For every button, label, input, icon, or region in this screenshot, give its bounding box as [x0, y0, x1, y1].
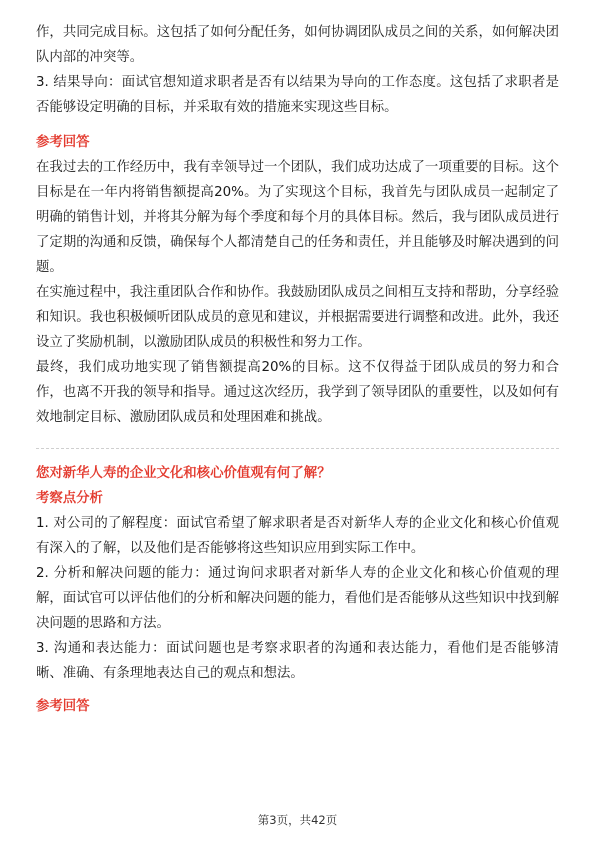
question-title: 您对新华人寿的企业文化和核心价值观有何了解？: [36, 466, 331, 481]
top-section: [36, 20, 559, 430]
question-section: [36, 461, 559, 719]
page-number: 第3页，共42页: [257, 813, 338, 827]
document-page: [36, 20, 559, 719]
reference-answer-heading: 参考回答: [36, 135, 90, 150]
analysis-item: 1. 对公司的了解程度：面试官希望了解求职者是否对新华人寿的企业文化和核心价值观有深入的了解，以及他们是否能够将这些知识应用到实际工作中。: [36, 516, 559, 556]
answer-paragraph: 在实施过程中，我注重团队合作和协作。我鼓励团队成员之间相互支持和帮助，分享经验和知识。我也积极倾听团队成员的意见和建议，并根据需要进行调整和改进。此外，我还设立了奖励机制，以激励团队成员的积极性和努力工作。: [36, 285, 559, 350]
reference-answer-heading-2: 参考回答: [36, 699, 90, 714]
paragraph-result-oriented: 3. 结果导向：面试官想知道求职者是否有以结果为导向的工作态度。这包括了求职者是否能够设定明确的目标，并采取有效的措施来实现这些目标。: [36, 75, 559, 115]
answer-paragraph: 最终，我们成功地实现了销售额提高20%的目标。这不仅得益于团队成员的努力和合作，也离不开我的领导和指导。通过这次经历，我学到了领导团队的重要性，以及如何有效地制定目标、激励团队成员和处理困难和挑战。: [36, 360, 559, 425]
paragraph-continued: 作，共同完成目标。这包括了如何分配任务，如何协调团队成员之间的关系，如何解决团队内部的冲突等。: [36, 25, 559, 65]
answer-paragraph: 在我过去的工作经历中，我有幸领导过一个团队，我们成功达成了一项重要的目标。这个目标是在一年内将销售额提高20%。为了实现这个目标，我首先与团队成员一起制定了明确的销售计划，并将其分解为每个季度和每个月的具体目标。然后，我与团队成员进行了定期的沟通和反馈，确保每个人都清楚自己的任务和责任，并且能够及时解决遇到的问题。: [36, 160, 559, 275]
analysis-item: 2. 分析和解决问题的能力：通过询问求职者对新华人寿的企业文化和核心价值观的理解，面试官可以评估他们的分析和解决问题的能力，看他们是否能够从这些知识中找到解决问题的思路和方法。: [36, 566, 559, 631]
analysis-item: 3. 沟通和表达能力：面试问题也是考察求职者的沟通和表达能力，看他们是否能够清晰、准确、有条理地表达自己的观点和想法。: [36, 641, 559, 681]
section-divider: [36, 448, 559, 449]
page-footer: [0, 812, 595, 828]
analysis-heading: 考察点分析: [36, 491, 103, 506]
spacer: [36, 686, 559, 694]
